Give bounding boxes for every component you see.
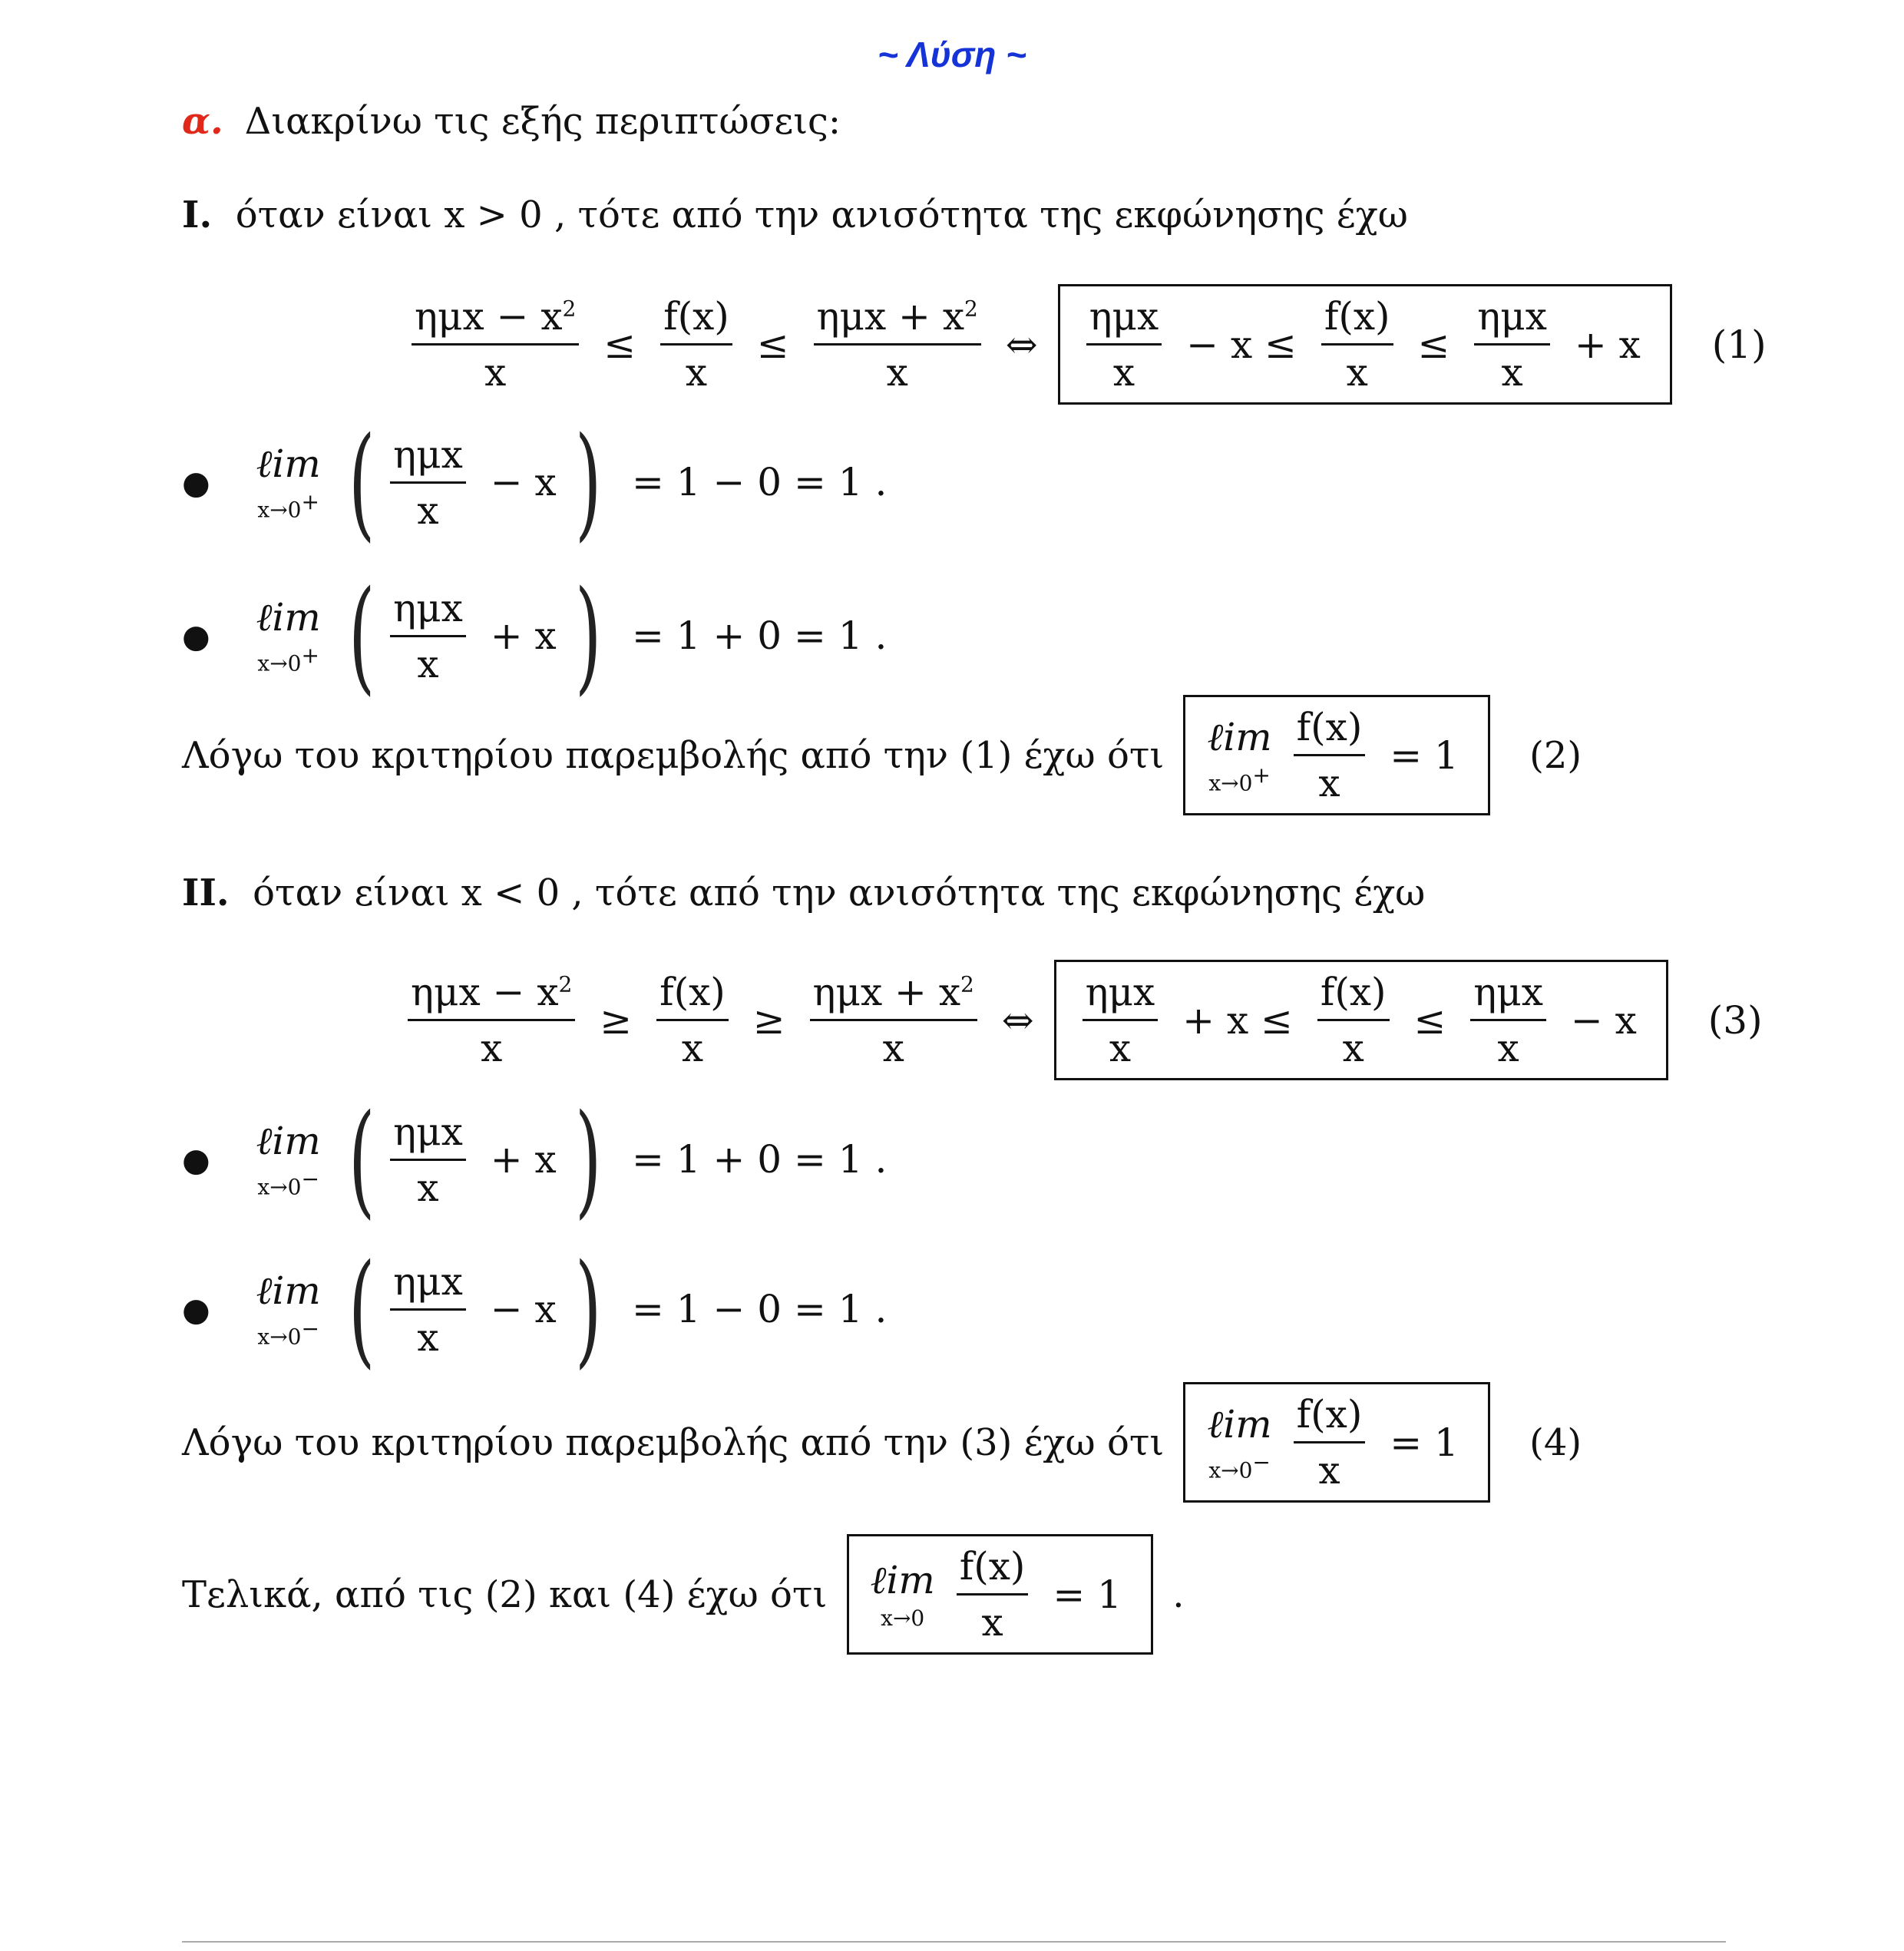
equation-tag: (3) [1707, 997, 1763, 1043]
equivalence-symbol: ⇔ [1001, 997, 1034, 1043]
case2-text: όταν είναι x < 0 , τότε από την ανισότητα της εκφώνησης έχω [253, 871, 1426, 914]
solution-title: ~ Λύση ~ [877, 35, 1027, 74]
boxed-limit: ℓim x→0+ $\frac{f(x)}{x}$ = 1 [1183, 695, 1489, 815]
bullet-icon: ● [182, 617, 210, 655]
fraction: $\frac{\eta\mu x - x^2}{x}$ [412, 294, 579, 395]
boxed-inequality: $\frac{\text{ημx}}{x}$ + x ≤ $\frac{f(x)}{x}$ ≤ $\frac{\text{ημx}}{x}$ − x [1054, 960, 1668, 1080]
case2-heading [182, 871, 1425, 914]
limit: ℓim x→0+ [256, 441, 321, 523]
final-conclusion: Τελικά, από τις (2) και (4) έχω ότι ℓim x→0 $\frac{f(x)}{x}$ = 1 . [182, 1534, 1192, 1655]
case2-conclusion: Λόγω του κριτηρίου παρεμβολής από την (3) έχω ότι ℓim x→0− $\frac{f(x)}{x}$ = 1 (4) [182, 1382, 1582, 1503]
boxed-final-limit: ℓim x→0 $\frac{f(x)}{x}$ = 1 [847, 1534, 1153, 1655]
fraction: $\frac{\eta\mu x + x^2}{x}$ [814, 294, 981, 395]
case1-bullet-2: ● ℓim x→0+ ( $\frac{\text{ημx}}{x}$ + x ) = 1 + 0 = 1 . [182, 564, 888, 707]
part-a-label: α. [182, 100, 223, 143]
case1-text: όταν είναι x > 0 , τότε από την ανισότητα της εκφώνησης έχω [235, 193, 1408, 236]
bullet-icon: ● [182, 463, 210, 501]
bullet-icon: ● [182, 1140, 210, 1179]
part-a-text: Διακρίνω τις εξής περιπτώσεις: [244, 100, 841, 143]
case1-label: I. [182, 193, 213, 236]
fraction: $\frac{f(x)}{x}$ [660, 294, 732, 395]
footer-divider [182, 1941, 1726, 1943]
equation-tag: (2) [1529, 733, 1582, 777]
boxed-inequality: $\frac{\text{ημx}}{x}$ − x ≤ $\frac{f(x)}{x}$ ≤ $\frac{\text{ημx}}{x}$ + x [1058, 284, 1672, 405]
case2-label: II. [182, 871, 230, 914]
case1-bullet-1: ● ℓim x→0+ ( $\frac{\text{ημx}}{x}$ − x ) = 1 − 0 = 1 . [182, 410, 888, 554]
case2-bullet-2: ● ℓim x→0− ( $\frac{\text{ημx}}{x}$ − x ) = 1 − 0 = 1 . [182, 1237, 888, 1381]
equation-tag: (1) [1711, 322, 1767, 367]
case2-inequality: $\frac{\eta\mu x - x^2}{x}$ ≥ $\frac{f(x)}{x}$ ≥ $\frac{\eta\mu x + x^2}{x}$ ⇔ $\frac{\text{ημx}}{x}$ + x ≤ $\frac{f(x)}{x}$ ≤ $\frac{\text{ημx}}{x}$ − x (3) [403, 960, 1763, 1080]
case1-conclusion: Λόγω του κριτηρίου παρεμβολής από την (1) έχω ότι ℓim x→0+ $\frac{f(x)}{x}$ = 1 (2) [182, 695, 1582, 815]
part-a-heading [182, 100, 841, 143]
case2-bullet-1: ● ℓim x→0− ( $\frac{\text{ημx}}{x}$ + x ) = 1 + 0 = 1 . [182, 1087, 888, 1231]
case1-inequality: $\frac{\eta\mu x - x^2}{x}$ ≤ $\frac{f(x)}{x}$ ≤ $\frac{\eta\mu x + x^2}{x}$ ⇔ $\frac{\text{ημx}}{x}$ − x ≤ $\frac{f(x)}{x}$ ≤ $\frac{\text{ημx}}{x}$ + x (1) [407, 284, 1767, 405]
bullet-icon: ● [182, 1290, 210, 1328]
limit: ℓim x→0+ [256, 595, 321, 676]
equation-tag: (4) [1529, 1420, 1582, 1464]
boxed-limit: ℓim x→0− $\frac{f(x)}{x}$ = 1 [1183, 1382, 1489, 1503]
equivalence-symbol: ⇔ [1005, 322, 1038, 367]
case1-heading [182, 193, 1408, 236]
